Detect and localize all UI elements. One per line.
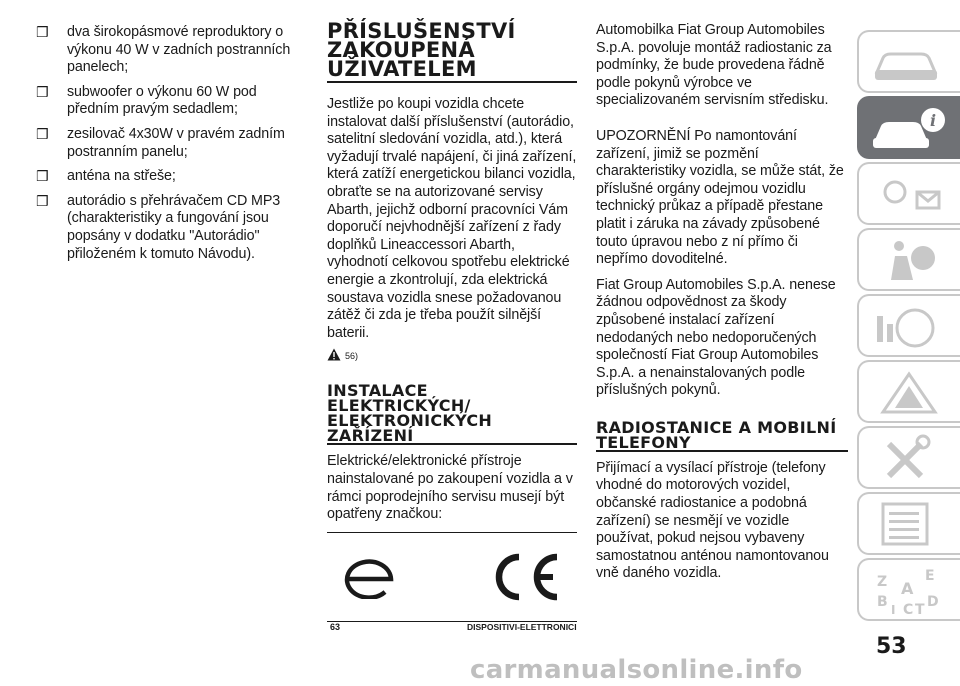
ce-mark-icon [485, 553, 565, 601]
column-middle [327, 19, 577, 524]
e-mark-icon [341, 559, 397, 599]
list-item: ❒ dva širokopásmové reproduktory o výkonu 40 W v zadních postranních panelech; [36, 24, 291, 76]
figure-number: 63 [330, 622, 341, 632]
svg-text:A: A [901, 579, 914, 598]
list-item: ❒ zesilovač 4x30W v pravém zadním postranním panelu; [36, 125, 285, 160]
tab-safety[interactable] [857, 228, 960, 291]
tab-index[interactable] [857, 558, 960, 621]
checkbox-bullet-icon: ❒ [36, 24, 49, 40]
checkbox-bullet-icon: ❒ [36, 168, 49, 185]
tab-maintenance[interactable] [857, 426, 960, 489]
subsection-heading: RADIOSTANICE A MOBILNÍ TELEFONY [596, 420, 848, 452]
tab-car-info[interactable] [857, 96, 960, 159]
warning-lights-icon [869, 170, 949, 220]
list-item: ❒ anténa na střeše; [36, 168, 176, 185]
svg-text:B: B [877, 594, 888, 610]
svg-text:T: T [915, 602, 925, 616]
tab-driving[interactable] [857, 294, 960, 357]
tab-warning-lights[interactable] [857, 162, 960, 225]
figure-caption: DISPOSITIVI-ELETTRONICI [467, 622, 577, 632]
svg-text:I: I [891, 603, 896, 616]
figure-markings [327, 532, 577, 622]
checkbox-bullet-icon: ❒ [36, 192, 49, 209]
list-item: ❒ autorádio s přehrávačem CD MP3 (charakteristiky a fungování jsou popsány v dodatku "Autorádio" přiloženém k tomuto Návodu). [36, 192, 281, 262]
steering-wheel-icon [869, 302, 949, 352]
warning-triangle-icon [327, 348, 341, 361]
svg-text:D: D [927, 594, 939, 610]
alphabetical-index-icon [869, 566, 949, 616]
list-item: ❒ subwoofer o výkonu 60 W pod předním pravým sedadlem; [36, 83, 257, 118]
maintenance-tools-icon [869, 434, 949, 484]
svg-text:Z: Z [877, 574, 888, 590]
paragraph: Fiat Group Automobiles S.p.A. nenese žádnou odpovědnost za škody způsobené instalací zařízení nedodaných nebo nedoporučených společností Fiat Group Automobiles S.p.A. a nenainstalovaných podle příslušných pokynů. [596, 276, 836, 399]
svg-text:C: C [903, 602, 914, 616]
paragraph: UPOZORNĚNÍ Po namontování zařízení, jimiž se pozmění charakteristiky vozidla, se může stát, že příslušné orgány odejmou vozidlu technický průkaz a případě přestane platit i záruka na závady způsobené touto úpravou nebo z ní přímo či nepřímo dovoditelné. [596, 127, 844, 268]
section-heading: PŘÍSLUŠENSTVÍ ZAKOUPENÁ UŽIVATELEM [327, 22, 577, 83]
column-right [596, 22, 848, 583]
watermark: carmanualsonline.info [470, 655, 803, 685]
emergency-triangle-icon [869, 368, 949, 418]
page-number: 53 [876, 634, 907, 659]
svg-text:E: E [925, 568, 935, 584]
car-dashboard-icon [869, 38, 949, 88]
svg-text:i: i [930, 111, 937, 130]
tab-technical-data[interactable] [857, 492, 960, 555]
paragraph: Přijímací a vysílací přístroje (telefony vhodné do motorových vozidel, občanské radiostanice a podobná zařízení) se nesmějí ve vozidle používat, pokud nejsou vybaveny samostatnou anténou namontovanou vně daného vozidla. [596, 459, 829, 582]
checkbox-bullet-icon: ❒ [36, 83, 49, 100]
checkbox-bullet-icon: ❒ [36, 125, 49, 142]
paragraph: Elektrické/elektronické přístroje nainstalované po zakoupení vozidla a v rámci poprodejního servisu musejí být opatřeny značkou: [327, 453, 573, 523]
paragraph: Jestliže po koupi vozidla chcete instalovat další příslušenství (autorádio, satelitní sledování vozidla, atd.), která vyžadují trvalé napájení, či jiná zařízení, která zatíží energetickou bilanci vozidla, obraťte se na autorizované servisy Abarth, jejichž odborní pracovníci Vám doporučí nejvhodnější zařízení z řady doplňků Lineaccessori Abarth, vyhodnotí celkovou spotřebu elektrické energie a zkontrolují, zda elektrická soustava vozidla snese požadovanou zátěž či zda je třeba použít silnější baterii. [327, 96, 577, 341]
paragraph: Automobilka Fiat Group Automobiles S.p.A. povoluje montáž radiostanic za podmínky, že bude provedena řádně podle pokynů výrobce ve specializovaném servisním středisku. [596, 22, 832, 109]
warning-reference: 56) [327, 348, 577, 361]
tab-emergency[interactable] [857, 360, 960, 423]
subsection-heading: INSTALACE ELEKTRICKÝCH/ ELEKTRONICKÝCH ZAŘÍZENÍ [327, 383, 577, 445]
airbag-safety-icon [869, 236, 949, 286]
tab-dashboard[interactable] [857, 30, 960, 93]
technical-data-icon [869, 500, 949, 550]
column-left [36, 24, 298, 270]
car-info-icon [869, 104, 949, 154]
